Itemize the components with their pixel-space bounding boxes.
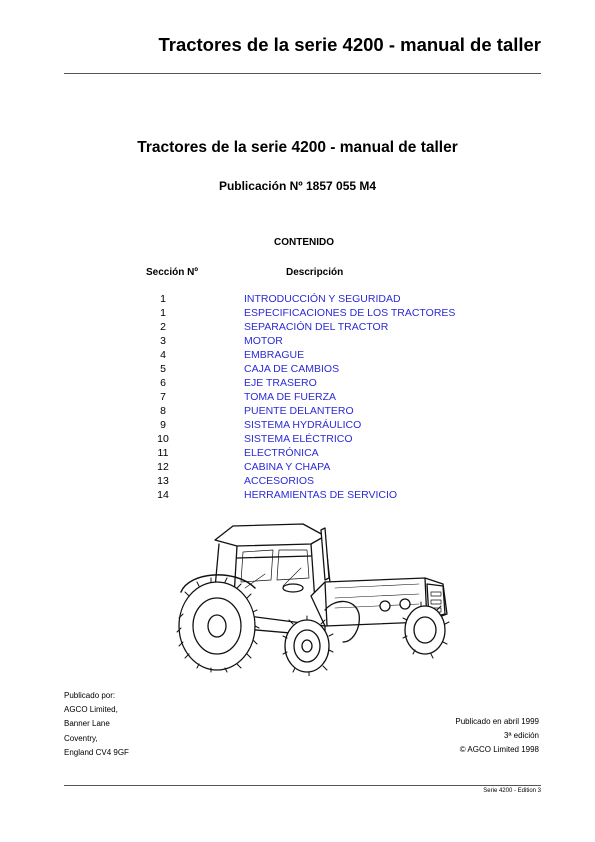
- toc-row: [150, 432, 490, 446]
- section-number: 1: [160, 307, 166, 319]
- section-link-toma-de-fuerza[interactable]: TOMA DE FUERZA: [244, 391, 336, 403]
- toc-row: [150, 292, 490, 306]
- section-number: 12: [157, 461, 169, 473]
- contents-heading: CONTENIDO: [274, 237, 334, 248]
- section-column-header: Sección Nº: [146, 267, 199, 278]
- tractor-illustration-icon: [175, 518, 465, 676]
- section-number: 10: [157, 433, 169, 445]
- section-link-sistema-electrico[interactable]: SISTEMA ELÉCTRICO: [244, 433, 353, 445]
- footer-edition-note: Serie 4200 - Edition 3: [483, 788, 541, 794]
- toc-row: [150, 376, 490, 390]
- edition-line: © AGCO Limited 1998: [459, 745, 539, 755]
- section-number: 7: [160, 391, 166, 403]
- section-number: 6: [160, 377, 166, 389]
- publisher-line: England CV4 9GF: [64, 747, 129, 757]
- section-number: 2: [160, 321, 166, 333]
- toc-row: [150, 418, 490, 432]
- toc-row: [150, 320, 490, 334]
- toc-row: [150, 348, 490, 362]
- section-link-eje-trasero[interactable]: EJE TRASERO: [244, 377, 317, 389]
- section-link-cabina-y-chapa[interactable]: CABINA Y CHAPA: [244, 461, 331, 473]
- toc-row: [150, 446, 490, 460]
- toc-row: [150, 390, 490, 404]
- footer-rule: [64, 785, 541, 786]
- toc-row: [150, 404, 490, 418]
- edition-line: Publicado en abril 1999: [455, 717, 539, 726]
- section-link-electronica[interactable]: ELECTRÓNICA: [244, 447, 319, 459]
- manual-title: Tractores de la serie 4200 - manual de taller: [137, 139, 458, 156]
- header-title: Tractores de la serie 4200 - manual de taller: [158, 34, 541, 55]
- section-number: 5: [160, 363, 166, 375]
- table-of-contents: [150, 292, 490, 502]
- toc-row: [150, 334, 490, 348]
- section-link-embrague[interactable]: EMBRAGUE: [244, 349, 305, 361]
- section-number: 3: [160, 335, 166, 347]
- toc-row: [150, 460, 490, 474]
- toc-row: [150, 306, 490, 320]
- toc-row: [150, 488, 490, 502]
- publisher-address: [64, 689, 129, 760]
- section-number: 8: [160, 405, 166, 417]
- publisher-line: Coventry,: [64, 733, 98, 743]
- toc-row: [150, 474, 490, 488]
- publisher-line: Publicado por:: [64, 691, 116, 700]
- publisher-line: AGCO Limited,: [64, 705, 118, 715]
- edition-info: [455, 715, 539, 758]
- publisher-line: Banner Lane: [64, 719, 110, 729]
- section-link-motor[interactable]: MOTOR: [244, 335, 283, 347]
- section-number: 13: [157, 475, 169, 487]
- section-number: 11: [157, 447, 169, 459]
- description-column-header: Descripción: [286, 267, 344, 278]
- section-link-herramientas[interactable]: HERRAMIENTAS DE SERVICIO: [244, 489, 398, 501]
- toc-row: [150, 362, 490, 376]
- section-link-sistema-hydraulico[interactable]: SISTEMA HYDRÁULICO: [244, 419, 362, 431]
- section-link-separacion[interactable]: SEPARACIÓN DEL TRACTOR: [244, 321, 389, 333]
- section-number: 1: [160, 293, 166, 305]
- section-link-puente-delantero[interactable]: PUENTE DELANTERO: [244, 405, 354, 417]
- section-link-introduccion[interactable]: INTRODUCCIÓN Y SEGURIDAD: [244, 293, 401, 305]
- section-number: 4: [160, 349, 166, 361]
- publication-number: Publicación Nº 1857 055 M4: [218, 179, 377, 193]
- section-number: 9: [160, 419, 166, 431]
- section-number: 14: [157, 489, 169, 501]
- section-link-accesorios[interactable]: ACCESORIOS: [244, 475, 315, 487]
- edition-line: 3ª edición: [504, 731, 539, 741]
- section-link-caja-de-cambios[interactable]: CAJA DE CAMBIOS: [244, 363, 340, 375]
- header-rule: [64, 73, 541, 74]
- section-link-especificaciones[interactable]: ESPECIFICACIONES DE LOS TRACTORES: [244, 307, 456, 319]
